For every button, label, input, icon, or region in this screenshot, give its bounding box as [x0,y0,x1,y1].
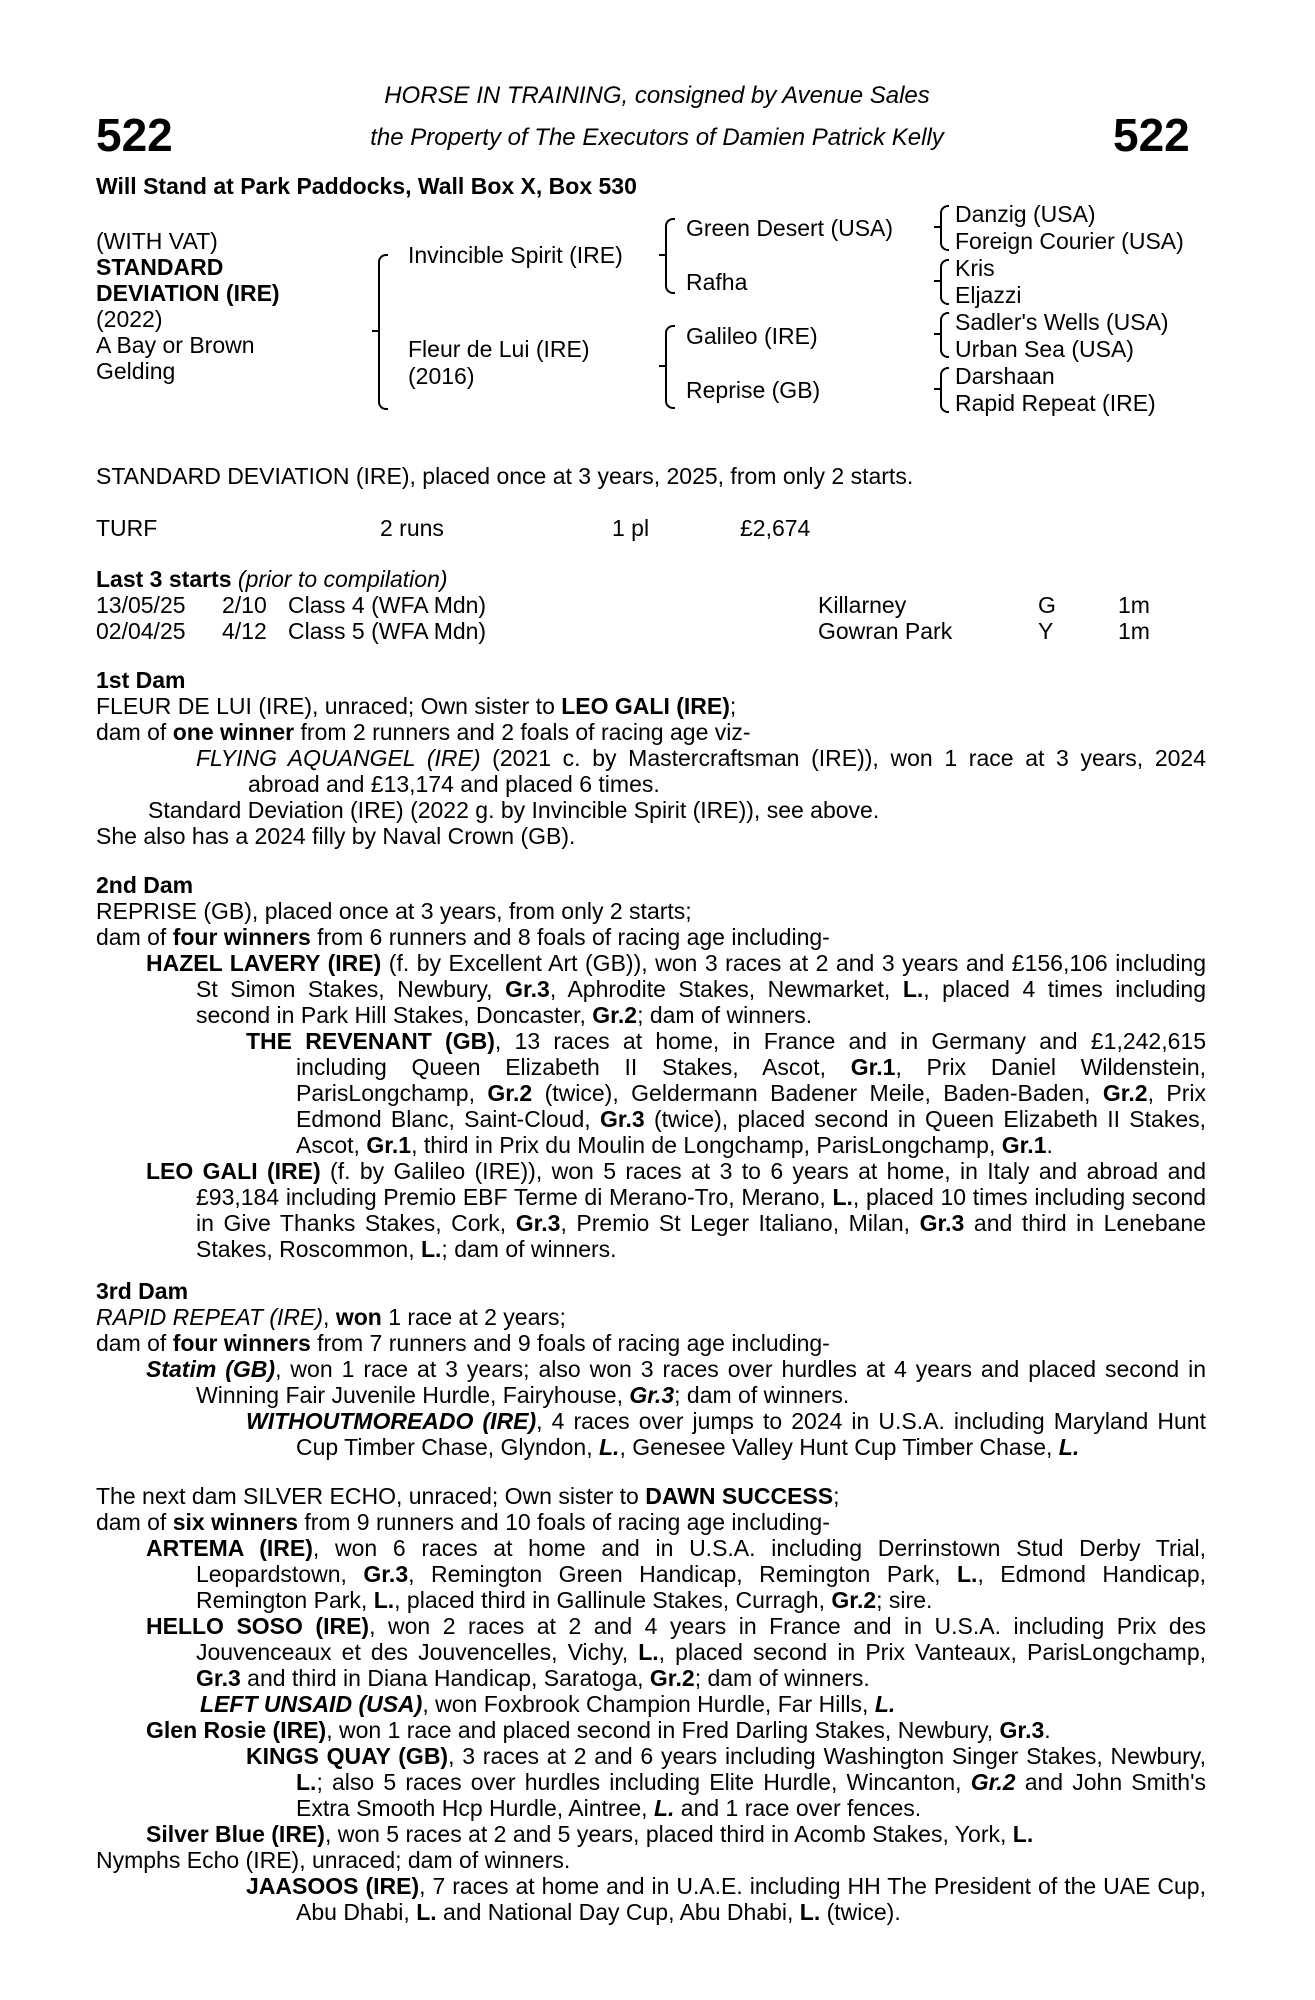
race-summary: STANDARD DEVIATION (IRE), placed once at 3 years, 2025, from only 2 starts. [96,463,914,489]
dds: Darshaan [955,363,1055,389]
second-dam-heading: 2nd Dam [96,872,194,898]
first-dam-also: She also has a 2024 filly by Naval Crown (GB). [96,823,576,849]
progeny-left-unsaid: LEFT UNSAID (USA), won Foxbrook Champion Hurdle, Far Hills, L. [200,1691,896,1717]
next-dam-line1: The next dam SILVER ECHO, unraced; Own sister to DAWN SUCCESS; [96,1483,840,1509]
record-surface: TURF [96,515,158,541]
third-dam-section [96,1278,1206,1460]
header-consignor: HORSE IN TRAINING, consigned by Avenue Sales [384,82,930,109]
brace-sd [940,259,949,305]
record-placed: 1 pl [612,515,650,541]
sire: Invincible Spirit (IRE) [408,242,623,268]
brace-gen1 [378,254,388,410]
lot-number-right: 522 [1113,109,1190,161]
second-dam-line1: REPRISE (GB), placed once at 3 years, from only 2 starts; [96,898,692,924]
horse-info [96,228,280,384]
progeny-leo-gali: LEO GALI (IRE) (f. by Galileo (IRE)), won 5 races at 3 to 6 years at home, in Italy and abroad and £93,184 including Premio EBF Terme di Merano-Tro, Merano, L., placed 10 times including second in Give Thanks Stakes, Cork, Gr.3, Premio St Leger Italiano, Milan, Gr.3 and third in Lenebane Stakes, Roscommon, L.; dam of winners. [146,1158,1206,1262]
sss: Danzig (USA) [955,201,1096,227]
first-dam-section [96,667,1206,849]
dam: Fleur de Lui (IRE) [408,336,590,362]
record-earnings: £2,674 [740,515,811,541]
dam-dam: Reprise (GB) [686,377,821,403]
horse-desc2: Gelding [96,358,176,384]
brace-dd [940,367,949,413]
brace-dam [665,325,675,409]
brace-ds [940,312,949,358]
sire-sire: Green Desert (USA) [686,215,894,241]
dam-year: (2016) [408,363,475,389]
stand-location: Will Stand at Park Paddocks, Wall Box X, Box 530 [96,173,637,199]
progeny-jaasoos: JAASOOS (IRE), 7 races at home and in U.A.E. including HH The President of the UAE Cup, Abu Dhabi, L. and National Day Cup, Abu Dhabi, L. (twice). [246,1873,1206,1925]
vat-note: (WITH VAT) [96,228,218,254]
ssd: Foreign Courier (USA) [955,228,1184,254]
progeny-glen-rosie: Glen Rosie (IRE), won 1 race and placed second in Fred Darling Stakes, Newbury, Gr.3. [146,1717,1051,1743]
third-dam-heading: 3rd Dam [96,1278,189,1304]
first-dam-line1: FLEUR DE LUI (IRE), unraced; Own sister to LEO GALI (IRE); [96,693,737,719]
next-dam-line2: dam of six winners from 9 runners and 10 foals of racing age including- [96,1509,830,1535]
horse-year: (2022) [96,306,163,332]
progeny-standard-deviation: Standard Deviation (IRE) (2022 g. by Invincible Spirit (IRE)), see above. [148,797,880,823]
third-dam-line1: RAPID REPEAT (IRE), won 1 race at 2 years; [96,1304,566,1330]
ddd: Rapid Repeat (IRE) [955,390,1156,416]
first-dam-heading: 1st Dam [96,667,186,693]
first-dam-line2: dam of one winner from 2 runners and 2 foals of racing age viz- [96,719,751,745]
lot-number-left: 522 [96,109,173,161]
progeny-silver-blue: Silver Blue (IRE), won 5 races at 2 and 5 years, placed third in Acomb Stakes, York, L. [146,1821,1034,1847]
progeny-nymphs-echo: Nymphs Echo (IRE), unraced; dam of winners. [96,1847,571,1873]
second-dam-section [96,872,1206,1262]
horse-name-line1: STANDARD [96,254,224,280]
header-property: the Property of The Executors of Damien Patrick Kelly [370,124,944,151]
brace-ss [940,205,949,251]
progeny-kings-quay: KINGS QUAY (GB), 3 races at 2 and 6 years including Washington Singer Stakes, Newbury, L.; also 5 races over hurdles including Elite Hurdle, Wincanton, Gr.2 and John Smith's Extra Smooth Hcp Hurdle, Aintree, L. and 1 race over fences. [246,1743,1206,1821]
progeny-withoutmoreado: WITHOUTMOREADO (IRE), 4 races over jumps to 2024 in U.S.A. including Maryland Hunt Cup Timber Chase, Glyndon, L., Genesee Valley Hunt Cup Timber Chase, L. [246,1408,1206,1460]
second-dam-line2: dam of four winners from 6 runners and 8 foals of racing age including- [96,924,830,950]
dss: Sadler's Wells (USA) [955,309,1169,335]
sds: Kris [955,255,995,281]
sire-dam: Rafha [686,269,748,295]
last-starts-heading: Last 3 starts (prior to compilation) [96,566,448,592]
third-dam-line2: dam of four winners from 7 runners and 9 foals of racing age including- [96,1330,830,1356]
progeny-flying-aquangel: FLYING AQUANGEL (IRE) (2021 c. by Mastercraftsman (IRE)), won 1 race at 3 years, 2024 abroad and £13,174 and placed 6 times. [196,745,1206,797]
progeny-statim: Statim (GB), won 1 race at 3 years; also won 3 races over hurdles at 4 years and placed second in Winning Fair Juvenile Hurdle, Fairyhouse, Gr.3; dam of winners. [146,1356,1207,1408]
progeny-hazel-lavery: HAZEL LAVERY (IRE) (f. by Excellent Art (GB)), won 3 races at 2 and 3 years and £156,106 including St Simon Stakes, Newbury, Gr.3, Aphrodite Stakes, Newmarket, L., placed 4 times including second in Park Hill Stakes, Doncaster, Gr.2; dam of winners. [146,950,1207,1028]
next-dam-section [96,1483,1206,1925]
horse-desc1: A Bay or Brown [96,332,255,358]
sdd: Eljazzi [955,282,1022,308]
progeny-artema: ARTEMA (IRE), won 6 races at home and in U.S.A. including Derrinstown Stud Derby Trial, Leopardstown, Gr.3, Remington Green Handicap, Remington Park, L., Edmond Handicap, Remington Park, L., placed third in Gallinule Stakes, Curragh, Gr.2; sire. [146,1535,1207,1613]
brace-sire [665,218,675,294]
horse-name-line2: DEVIATION (IRE) [96,280,280,306]
dsd: Urban Sea (USA) [955,336,1134,362]
dam-sire: Galileo (IRE) [686,323,818,349]
progeny-hello-soso: HELLO SOSO (IRE), won 2 races at 2 and 4 years in France and in U.S.A. including Prix des Jouvenceaux et des Jouvencelles, Vichy, L., placed second in Prix Vanteaux, ParisLongchamp, Gr.3 and third in Diana Handicap, Saratoga, Gr.2; dam of winners. [146,1613,1207,1691]
progeny-the-revenant: THE REVENANT (GB), 13 races at home, in France and in Germany and £1,242,615 including Queen Elizabeth II Stakes, Ascot, Gr.1, Prix Daniel Wildenstein, ParisLongchamp, Gr.2 (twice), Geldermann Badener Meile, Baden-Baden, Gr.2, Prix Edmond Blanc, Saint-Cloud, Gr.3 (twice), placed second in Queen Elizabeth II Stakes, Ascot, Gr.1, third in Prix du Moulin de Longchamp, ParisLongchamp, Gr.1. [246,1028,1207,1158]
record-runs: 2 runs [380,515,444,541]
